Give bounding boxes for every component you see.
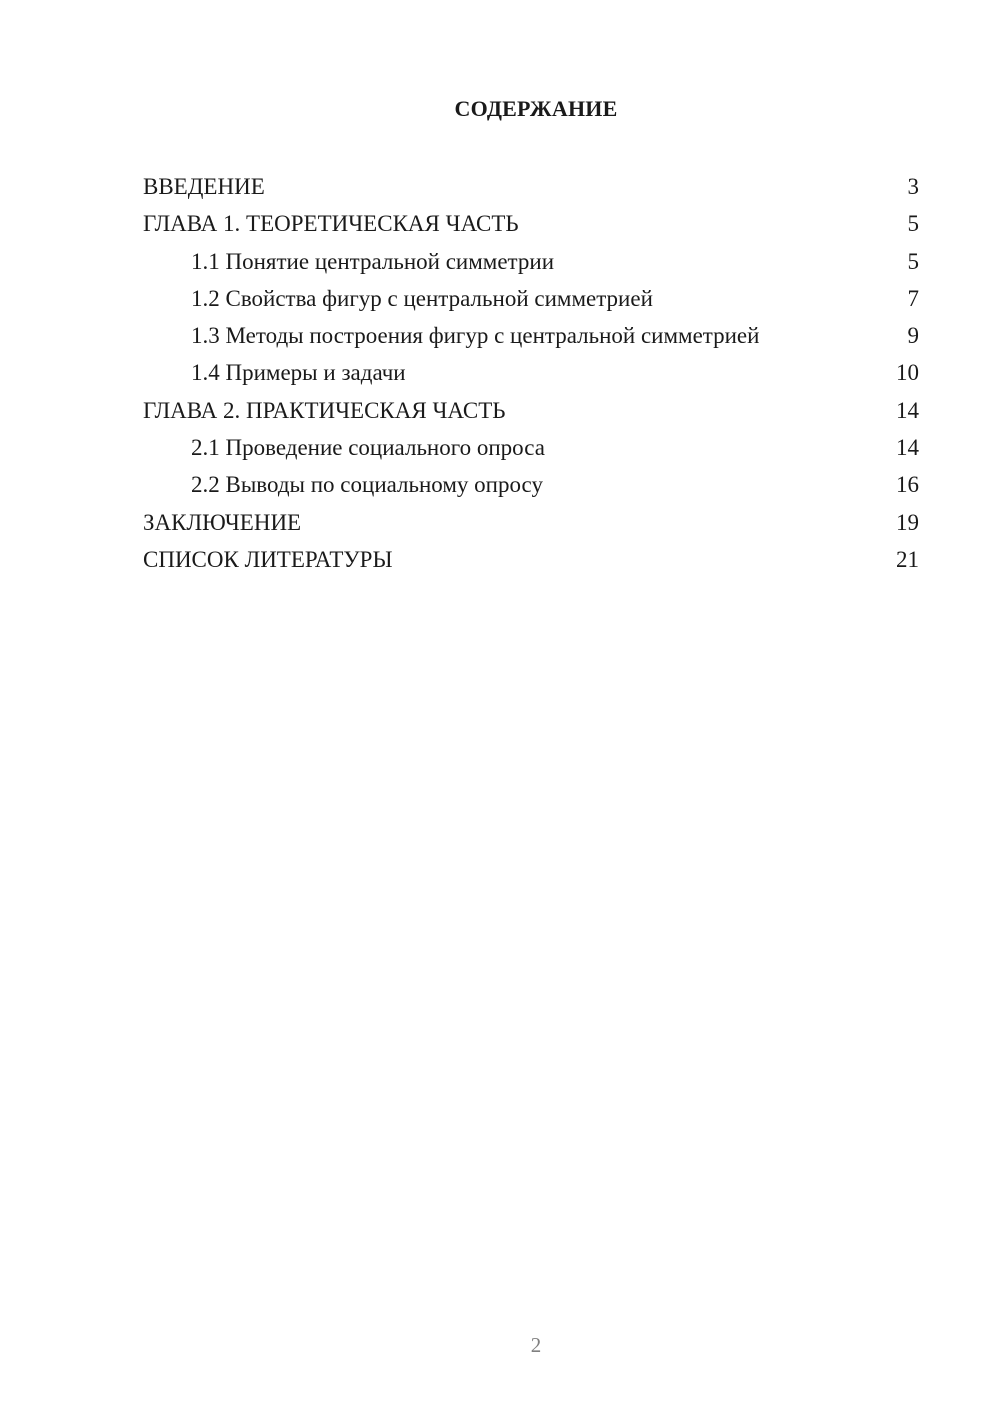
toc-entry-references[interactable] bbox=[143, 541, 919, 578]
toc-entry-label: 2.1 Проведение социального опроса bbox=[191, 435, 545, 461]
toc-entry-section-2-2[interactable] bbox=[143, 466, 919, 503]
toc-entry-label: СПИСОК ЛИТЕРАТУРЫ bbox=[143, 546, 393, 572]
toc-entry-page: 10 bbox=[896, 360, 919, 386]
toc-entry-page: 5 bbox=[907, 248, 919, 274]
toc-entry-label: 1.2 Свойства фигур с центральной симметрией bbox=[191, 285, 653, 311]
toc-entry-page: 19 bbox=[896, 509, 919, 535]
toc-entry-label: ГЛАВА 1. ТЕОРЕТИЧЕСКАЯ ЧАСТЬ bbox=[143, 211, 519, 237]
toc-entry-section-1-2[interactable] bbox=[143, 280, 919, 317]
toc-entry-introduction[interactable] bbox=[143, 168, 919, 205]
toc-entry-chapter-2[interactable] bbox=[143, 392, 919, 429]
toc-entry-label: ВВЕДЕНИЕ bbox=[143, 174, 265, 199]
toc-entry-label: ЗАКЛЮЧЕНИЕ bbox=[143, 509, 302, 535]
toc-entry-page: 9 bbox=[907, 323, 919, 349]
toc-entry-page: 7 bbox=[907, 285, 919, 311]
toc-entry-page: 21 bbox=[896, 546, 919, 572]
toc-title: СОДЕРЖАНИЕ bbox=[454, 96, 618, 121]
toc-entry-label: 1.3 Методы построения фигур с центральной симметрией bbox=[191, 323, 760, 349]
toc-entry-section-2-1[interactable] bbox=[143, 429, 919, 466]
toc-entry-label: 2.2 Выводы по социальному опросу bbox=[191, 472, 543, 498]
toc-entry-page: 3 bbox=[907, 174, 919, 199]
table-of-contents bbox=[143, 168, 919, 578]
page-number: 2 bbox=[530, 1333, 542, 1357]
toc-entry-section-1-3[interactable] bbox=[143, 317, 919, 354]
toc-entry-page: 14 bbox=[896, 397, 919, 423]
toc-entry-page: 16 bbox=[896, 472, 919, 498]
toc-entry-label: 1.4 Примеры и задачи bbox=[191, 360, 406, 386]
toc-entry-conclusion[interactable] bbox=[143, 504, 919, 541]
toc-entry-chapter-1[interactable] bbox=[143, 205, 919, 242]
toc-entry-section-1-1[interactable] bbox=[143, 243, 919, 280]
toc-entry-page: 5 bbox=[907, 211, 919, 237]
toc-entry-page: 14 bbox=[896, 435, 919, 461]
toc-entry-label: 1.1 Понятие центральной симметрии bbox=[191, 248, 555, 274]
toc-entry-section-1-4[interactable] bbox=[143, 354, 919, 391]
toc-entry-label: ГЛАВА 2. ПРАКТИЧЕСКАЯ ЧАСТЬ bbox=[143, 397, 506, 423]
